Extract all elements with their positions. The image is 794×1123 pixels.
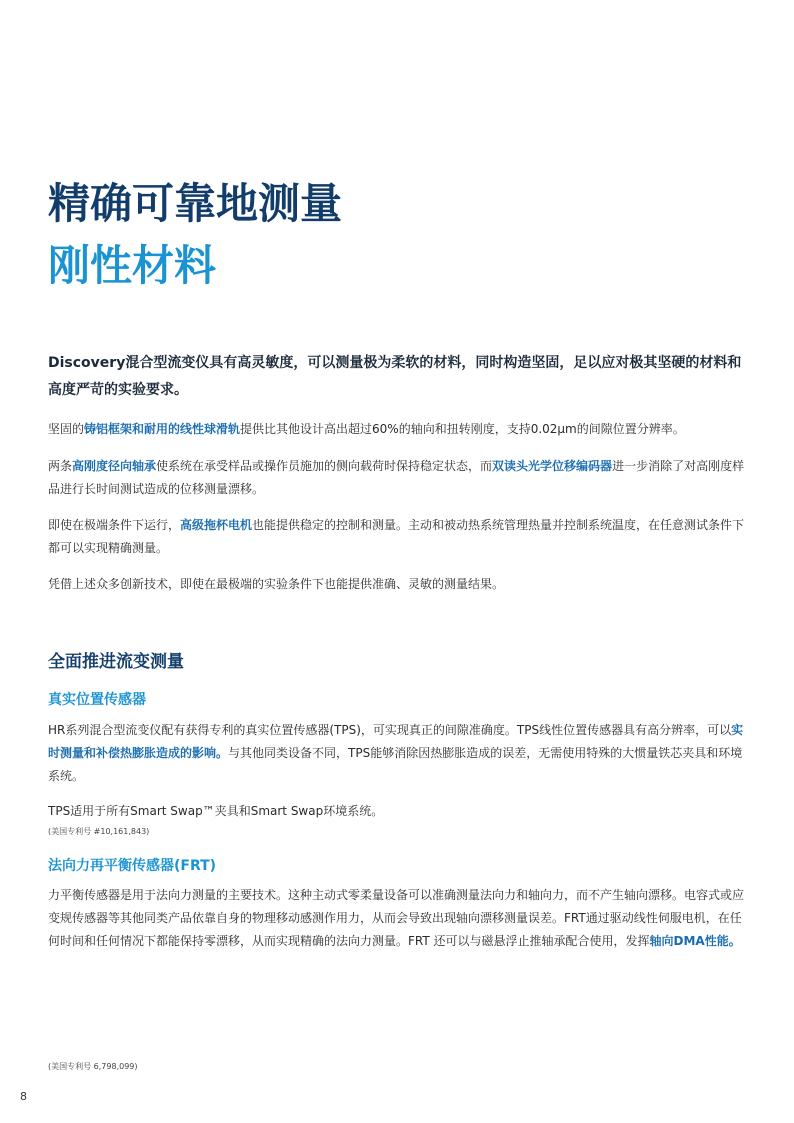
page-title-line2: 刚性材料	[48, 241, 217, 290]
text: 与其他同类设备不同，TPS能够消除因热膨胀造成的误差，无需使用特殊的大惯量铁芯夹具和环境系统。	[48, 746, 743, 783]
text: HR系列混合型流变仪配有获得专利的真实位置传感器(TPS)，可实现真正的间隙准确度。TPS线性位置传感器具有高分辨率，可以	[48, 723, 732, 737]
text: 进一步消除了对高刚度样品进行长时间测试造成的位移测量漂移。	[48, 459, 745, 496]
highlight-text: 双读头光学位移编码器	[492, 459, 613, 473]
subheading-tps: 真实位置传感器	[48, 692, 146, 708]
paragraph-tps	[48, 719, 748, 788]
page-title-line1: 精确可靠地测量	[48, 179, 343, 228]
text: 即使在极端条件下运行，	[48, 518, 181, 532]
intro-paragraph: Discovery混合型流变仪具有高灵敏度，可以测量极为柔软的材料，同时构造坚固，足以应对极其坚硬的材料和高度严苛的实验要求。	[48, 355, 742, 398]
highlight-text: 铸铝框架和耐用的线性球滑轨	[84, 422, 241, 436]
highlight-text: 轴向DMA性能。	[649, 934, 741, 948]
paragraph-motor	[48, 514, 748, 560]
highlight-text: 高级拖杯电机	[180, 518, 253, 532]
paragraph-frame	[48, 418, 748, 441]
subheading-frt: 法向力再平衡传感器(FRT)	[48, 858, 217, 874]
text: 也能提供稳定的控制和测量。主动和被动热系统管理热量并控制系统温度，在任意测试条件下都可以实现精确测量。	[48, 518, 745, 555]
paragraph-tps-smart-swap: TPS适用于所有Smart Swap™夹具和Smart Swap环境系统。	[48, 804, 384, 818]
page-number: 8	[20, 1090, 27, 1103]
patent-note-tps: (美国专利号 #10,161,843)	[48, 827, 150, 836]
text: 力平衡传感器是用于法向力测量的主要技术。这种主动式零柔量设备可以准确测量法向力和轴向力，而不产生轴向漂移。电容式或应变规传感器等其他同类产品依靠自身的物理移动感测作用力，从而会导致出现轴向漂移测量误差。FRT通过驱动线性伺服电机，在任何时间和任何情况下都能保持零漂移，从而实现精确的法向力测量。FRT 还可以与磁悬浮止推轴承配合使用，发挥	[48, 888, 745, 948]
highlight-text: 实时测量和补偿热膨胀造成的影响。	[48, 723, 744, 760]
text: 提供比其他设计高出超过60%的轴向和扭转刚度，支持0.02μm的间隙位置分辨率。	[240, 422, 685, 436]
paragraph-bearings	[48, 455, 748, 501]
text: 使系统在承受样品或操作员施加的侧向载荷时保持稳定状态，而	[156, 459, 493, 473]
highlight-text: 高刚度径向轴承	[72, 459, 157, 473]
text: 两条	[48, 459, 73, 473]
section-heading: 全面推进流变测量	[48, 652, 184, 672]
paragraph-frt	[48, 884, 748, 953]
text: 坚固的	[48, 422, 85, 436]
paragraph-summary: 凭借上述众多创新技术，即使在最极端的实验条件下也能提供准确、灵敏的测量结果。	[48, 577, 505, 591]
patent-note-frt: (美国专利号 6,798,099)	[48, 1062, 138, 1071]
